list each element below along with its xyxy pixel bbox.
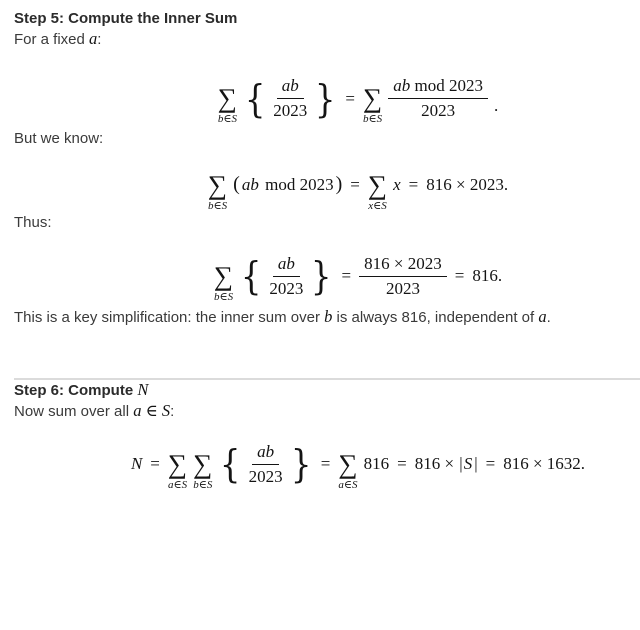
result-value: 816 × 2023.: [426, 175, 509, 195]
fraction: [388, 76, 488, 120]
numerator-var: ab: [393, 76, 411, 96]
sum-operator: [167, 448, 188, 491]
equals-sign: =: [341, 266, 352, 285]
right-paren: ): [335, 172, 343, 195]
fraction: [269, 254, 303, 298]
intro-text: Now sum over all: [14, 402, 134, 420]
sum-operator: [207, 169, 228, 212]
right-brace-icon: }: [290, 442, 311, 487]
equation-N: [14, 433, 626, 495]
sum-operator: [218, 85, 237, 125]
thus-text: Thus:: [14, 214, 52, 232]
equals-sign: =: [397, 454, 407, 474]
sum-limit: x∈S: [368, 199, 387, 212]
math-expr-a-in-S: a ∈ S: [133, 400, 171, 420]
sigma-icon: ∑: [193, 448, 213, 479]
left-brace-icon: {: [220, 442, 241, 487]
sum-limit: b∈S: [217, 113, 237, 125]
sum-limit: a∈S: [338, 478, 358, 491]
fraction-numerator: [388, 76, 488, 99]
fraction-denominator: 2023: [248, 466, 283, 486]
numerator-rest: mod 2023: [410, 76, 483, 96]
intro-colon: :: [170, 402, 175, 420]
abs-bar: |: [459, 454, 463, 474]
sigma-icon: ∑: [217, 83, 238, 113]
left-brace-icon: {: [244, 76, 266, 121]
equals-sign: =: [454, 266, 465, 285]
fraction-denominator: 2023: [385, 278, 420, 298]
sum-operator: [367, 169, 388, 212]
equals-sign: =: [320, 454, 331, 474]
sum-limit: b∈S: [207, 199, 228, 212]
step6-intro: [14, 401, 626, 422]
equals-sign: =: [350, 175, 360, 195]
abs-bar: |: [474, 454, 478, 474]
period: .: [493, 95, 499, 115]
step6-heading-text: Step 6: Compute: [14, 381, 138, 399]
step5-intro: [14, 29, 626, 50]
equals-sign: =: [408, 175, 419, 195]
math-var-S: S: [463, 454, 473, 474]
math-var-N: N: [137, 379, 149, 399]
step6-heading: [14, 380, 626, 401]
sum-operator: [213, 260, 234, 303]
sum-operator: [363, 85, 382, 125]
equation-simplified: [14, 245, 626, 307]
step5-heading: [14, 10, 626, 29]
sum-operator: [338, 448, 358, 491]
step5-heading-text: Step 5: Compute the Inner Sum: [14, 10, 238, 27]
term-816-times: 816 ×: [414, 454, 459, 474]
sum-operator: [193, 448, 213, 491]
sum-limit: a∈S: [167, 478, 188, 491]
sigma-icon: ∑: [367, 169, 388, 200]
fraction-denominator: 2023: [269, 278, 304, 298]
intro-colon: :: [97, 30, 102, 48]
key-simplification-text: [14, 307, 626, 328]
equals-sign: =: [150, 454, 160, 474]
math-var-b: b: [324, 307, 333, 326]
sigma-icon: ∑: [362, 83, 383, 113]
term-x: x: [393, 175, 401, 195]
fraction: [273, 76, 307, 120]
left-paren: (: [233, 172, 240, 195]
key-text: This is a key simplification: the inner sum over: [14, 309, 325, 326]
intro-text: For a fixed: [14, 30, 90, 48]
key-text: is always 816, independent of: [332, 309, 539, 326]
equals-sign: =: [485, 454, 496, 474]
term-816: 816: [363, 454, 390, 474]
sigma-icon: ∑: [167, 448, 188, 479]
fraction-numerator: ab: [252, 442, 279, 465]
math-var-a: a: [89, 28, 98, 48]
term-rest: mod 2023: [260, 175, 334, 195]
right-brace-icon: }: [315, 76, 336, 121]
fraction: [359, 254, 447, 298]
fraction-numerator: ab: [277, 76, 304, 99]
equation-inner-sum: [14, 68, 626, 130]
fraction-numerator: 816 × 2023: [359, 254, 447, 277]
but-we-know-text: But we know:: [14, 129, 104, 147]
term-var: ab: [241, 175, 259, 195]
sum-limit: b∈S: [363, 113, 383, 125]
equals-sign: =: [345, 88, 355, 108]
sum-limit: b∈S: [213, 290, 234, 303]
fraction-denominator: 2023: [421, 101, 456, 120]
result-value: 816.: [472, 266, 503, 285]
key-text-period: .: [546, 309, 551, 326]
left-brace-icon: {: [240, 254, 262, 298]
math-var-N: N: [130, 454, 143, 474]
result-value: 816 × 1632.: [503, 454, 586, 474]
sigma-icon: ∑: [338, 448, 358, 479]
right-brace-icon: }: [311, 254, 332, 298]
fraction: [249, 442, 283, 486]
sigma-icon: ∑: [213, 260, 234, 291]
math-var-a: a: [538, 307, 547, 326]
fraction-numerator: ab: [273, 254, 300, 277]
equation-mod-sum: [14, 156, 626, 214]
fraction-denominator: 2023: [273, 101, 308, 120]
sum-limit: b∈S: [193, 478, 213, 491]
sigma-icon: ∑: [207, 169, 228, 200]
